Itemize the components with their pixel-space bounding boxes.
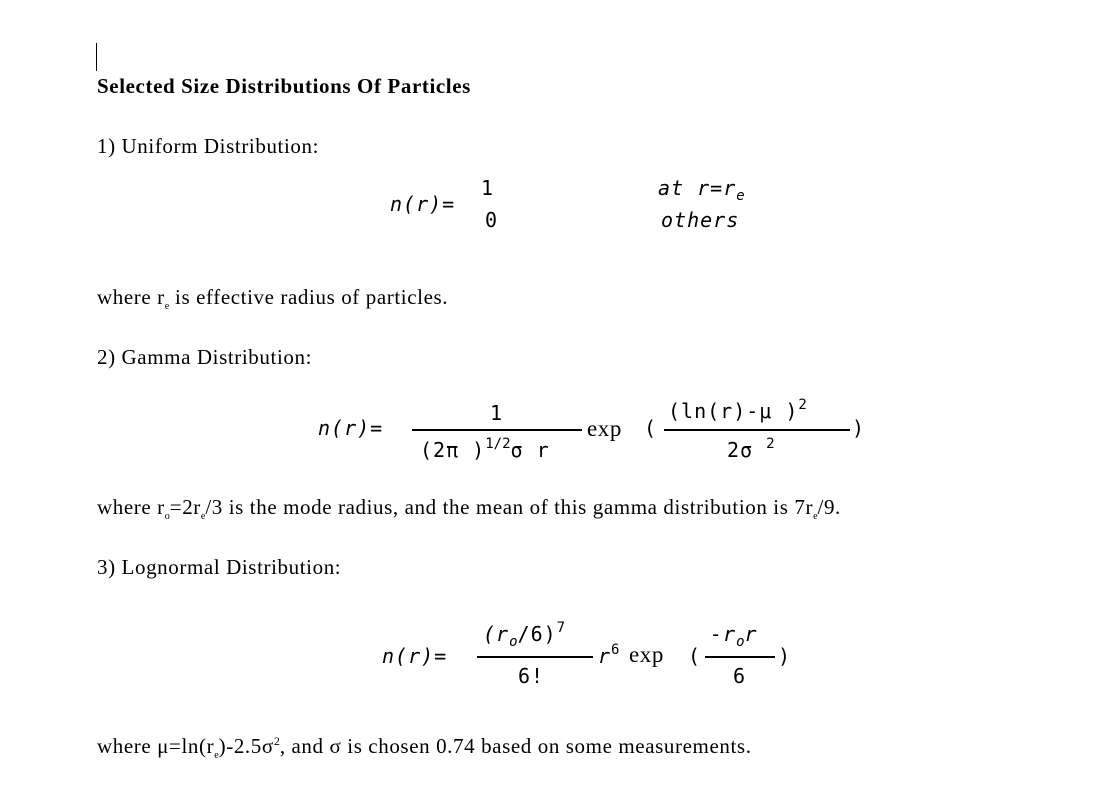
uniform-condition-top: at $r=r_e$ [658, 176, 745, 204]
uniform-value-one: 1 [481, 176, 495, 200]
lognormal-heading: 3) Lognormal Distribution: [97, 555, 342, 579]
lognormal-frac1-numerator: $(r_o/6)^7$ [483, 620, 566, 650]
gamma-open-paren: ( [644, 416, 658, 440]
lognormal-frac2-denominator: 6 [733, 664, 747, 688]
uniform-condition-bottom: others [661, 208, 740, 232]
gamma-exp: exp [587, 416, 623, 441]
page-title: Selected Size Distributions Of Particles [97, 74, 471, 98]
lognormal-r-term: $r^6$ [598, 642, 620, 668]
lognormal-lhs: n(r)= [382, 644, 448, 668]
uniform-note: where $r_e$ is effective radius of particles. [97, 285, 449, 312]
gamma-lhs: n(r)= [318, 416, 384, 440]
gamma-frac1-numerator: 1 [490, 401, 504, 425]
uniform-lhs: n(r)= [390, 192, 456, 216]
gamma-frac2-denominator: 2σ $^2$ [727, 436, 775, 462]
lognormal-exp: exp [629, 642, 665, 667]
lognormal-frac2-numerator: $-r_or$ [710, 622, 758, 650]
gamma-frac1-denominator: (2π )$^{1/2}$σ r [420, 436, 550, 462]
gamma-frac2-numerator: (ln(r)-μ )$^2$ [668, 397, 807, 423]
lognormal-close-paren: ) [778, 644, 792, 668]
gamma-frac2-line [664, 429, 850, 431]
text-cursor [96, 43, 97, 71]
lognormal-frac2-line [705, 656, 775, 658]
lognormal-open-paren: ( [688, 644, 702, 668]
lognormal-frac1-denominator: 6! [518, 664, 545, 688]
gamma-heading: 2) Gamma Distribution: [97, 345, 313, 369]
lognormal-frac1-line [477, 656, 593, 658]
uniform-heading: 1) Uniform Distribution: [97, 134, 320, 158]
gamma-frac1-line [412, 429, 582, 431]
uniform-value-zero: 0 [485, 208, 499, 232]
gamma-note: where $r_o=2r_e/3$ is the mode radius, and the mean of this gamma distribution is $7r_e/9$. [97, 495, 841, 522]
gamma-close-paren: ) [852, 416, 866, 440]
lognormal-note: where $\mu=\ln(r_e)-2.5\sigma^2$, and σ is chosen 0.74 based on some measurements. [97, 734, 752, 761]
